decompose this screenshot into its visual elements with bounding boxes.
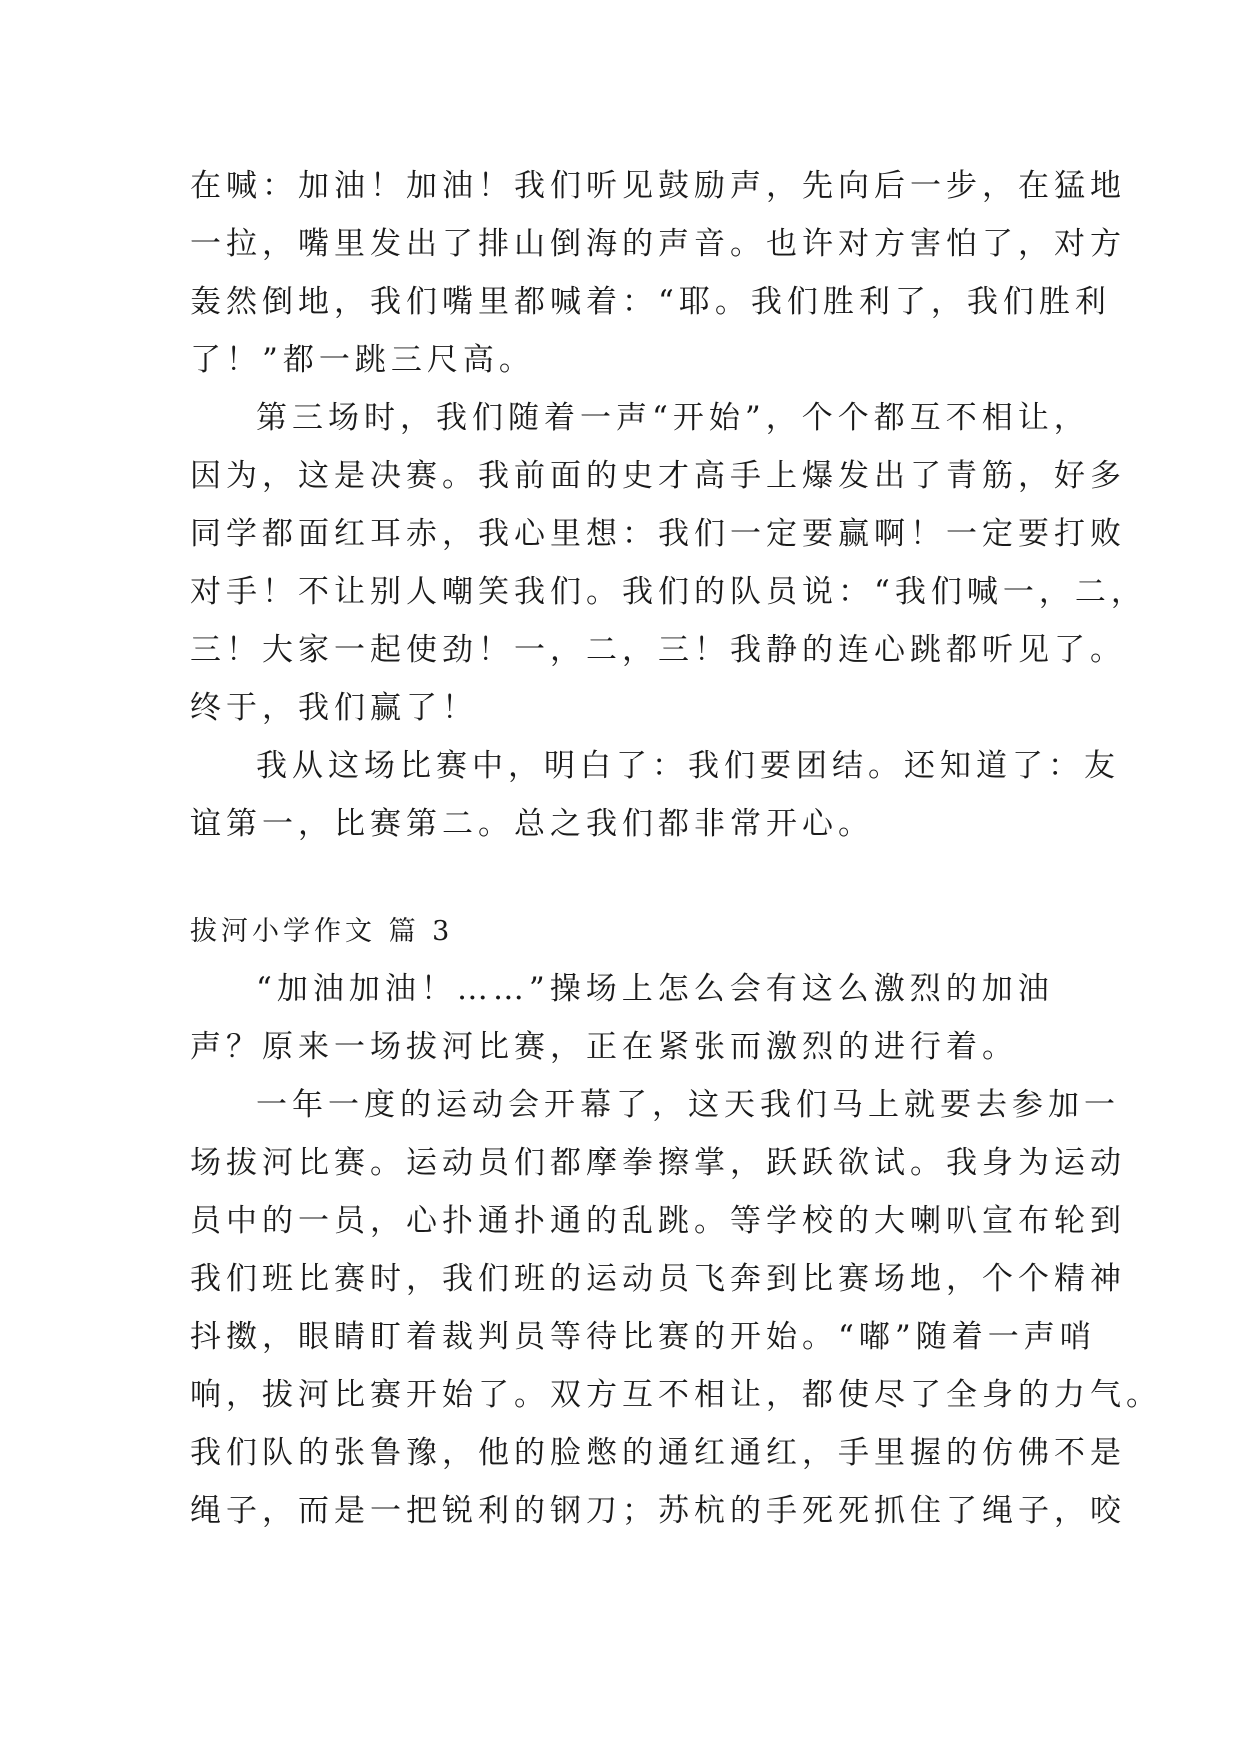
text-line: 我从这场比赛中，明白了：我们要团结。还知道了：友 [256, 748, 1120, 784]
text-line: 场拔河比赛。运动员们都摩拳擦掌，跃跃欲试。我身为运动 [190, 1145, 1126, 1181]
text-block-top [190, 157, 1147, 853]
text-line: “加油加油！……”操场上怎么会有这么激烈的加油 [256, 971, 1054, 1007]
text-line: 绳子，而是一把锐利的钢刀；苏杭的手死死抓住了绳子，咬 [190, 1493, 1126, 1529]
text-line: 我们班比赛时，我们班的运动员飞奔到比赛场地，个个精神 [190, 1261, 1126, 1297]
text-block-bottom [190, 960, 1162, 1540]
text-line: 一拉，嘴里发出了排山倒海的声音。也许对方害怕了，对方 [190, 226, 1126, 262]
text-line: 轰然倒地，我们嘴里都喊着：“耶。我们胜利了，我们胜利 [190, 284, 1111, 320]
section-title: 拔河小学作文 篇 3 [190, 916, 454, 947]
text-line: 抖擞，眼睛盯着裁判员等待比赛的开始。“嘟”随着一声哨 [190, 1319, 1096, 1355]
text-line: 第三场时，我们随着一声“开始”，个个都互不相让， [256, 400, 1090, 436]
text-line: 谊第一，比赛第二。总之我们都非常开心。 [190, 806, 874, 842]
section-heading [190, 912, 1070, 952]
text-line: 对手！不让别人嘲笑我们。我们的队员说：“我们喊一，二， [190, 574, 1147, 610]
text-line: 一年一度的运动会开幕了，这天我们马上就要去参加一 [256, 1087, 1120, 1123]
text-line: 响，拔河比赛开始了。双方互不相让，都使尽了全身的力气。 [190, 1377, 1162, 1413]
text-line: 因为，这是决赛。我前面的史才高手上爆发出了青筋，好多 [190, 458, 1126, 494]
text-line: 了！”都一跳三尺高。 [190, 342, 535, 378]
text-line: 三！大家一起使劲！一，二，三！我静的连心跳都听见了。 [190, 632, 1126, 668]
text-line: 声？原来一场拔河比赛，正在紧张而激烈的进行着。 [190, 1029, 1018, 1065]
text-line: 在喊：加油！加油！我们听见鼓励声，先向后一步，在猛地 [190, 168, 1126, 204]
text-line: 员中的一员，心扑通扑通的乱跳。等学校的大喇叭宣布轮到 [190, 1203, 1126, 1239]
text-line: 我们队的张鲁豫，他的脸憋的通红通红，手里握的仿佛不是 [190, 1435, 1126, 1471]
text-line: 终于，我们赢了！ [190, 690, 478, 726]
text-line: 同学都面红耳赤，我心里想：我们一定要赢啊！一定要打败 [190, 516, 1126, 552]
